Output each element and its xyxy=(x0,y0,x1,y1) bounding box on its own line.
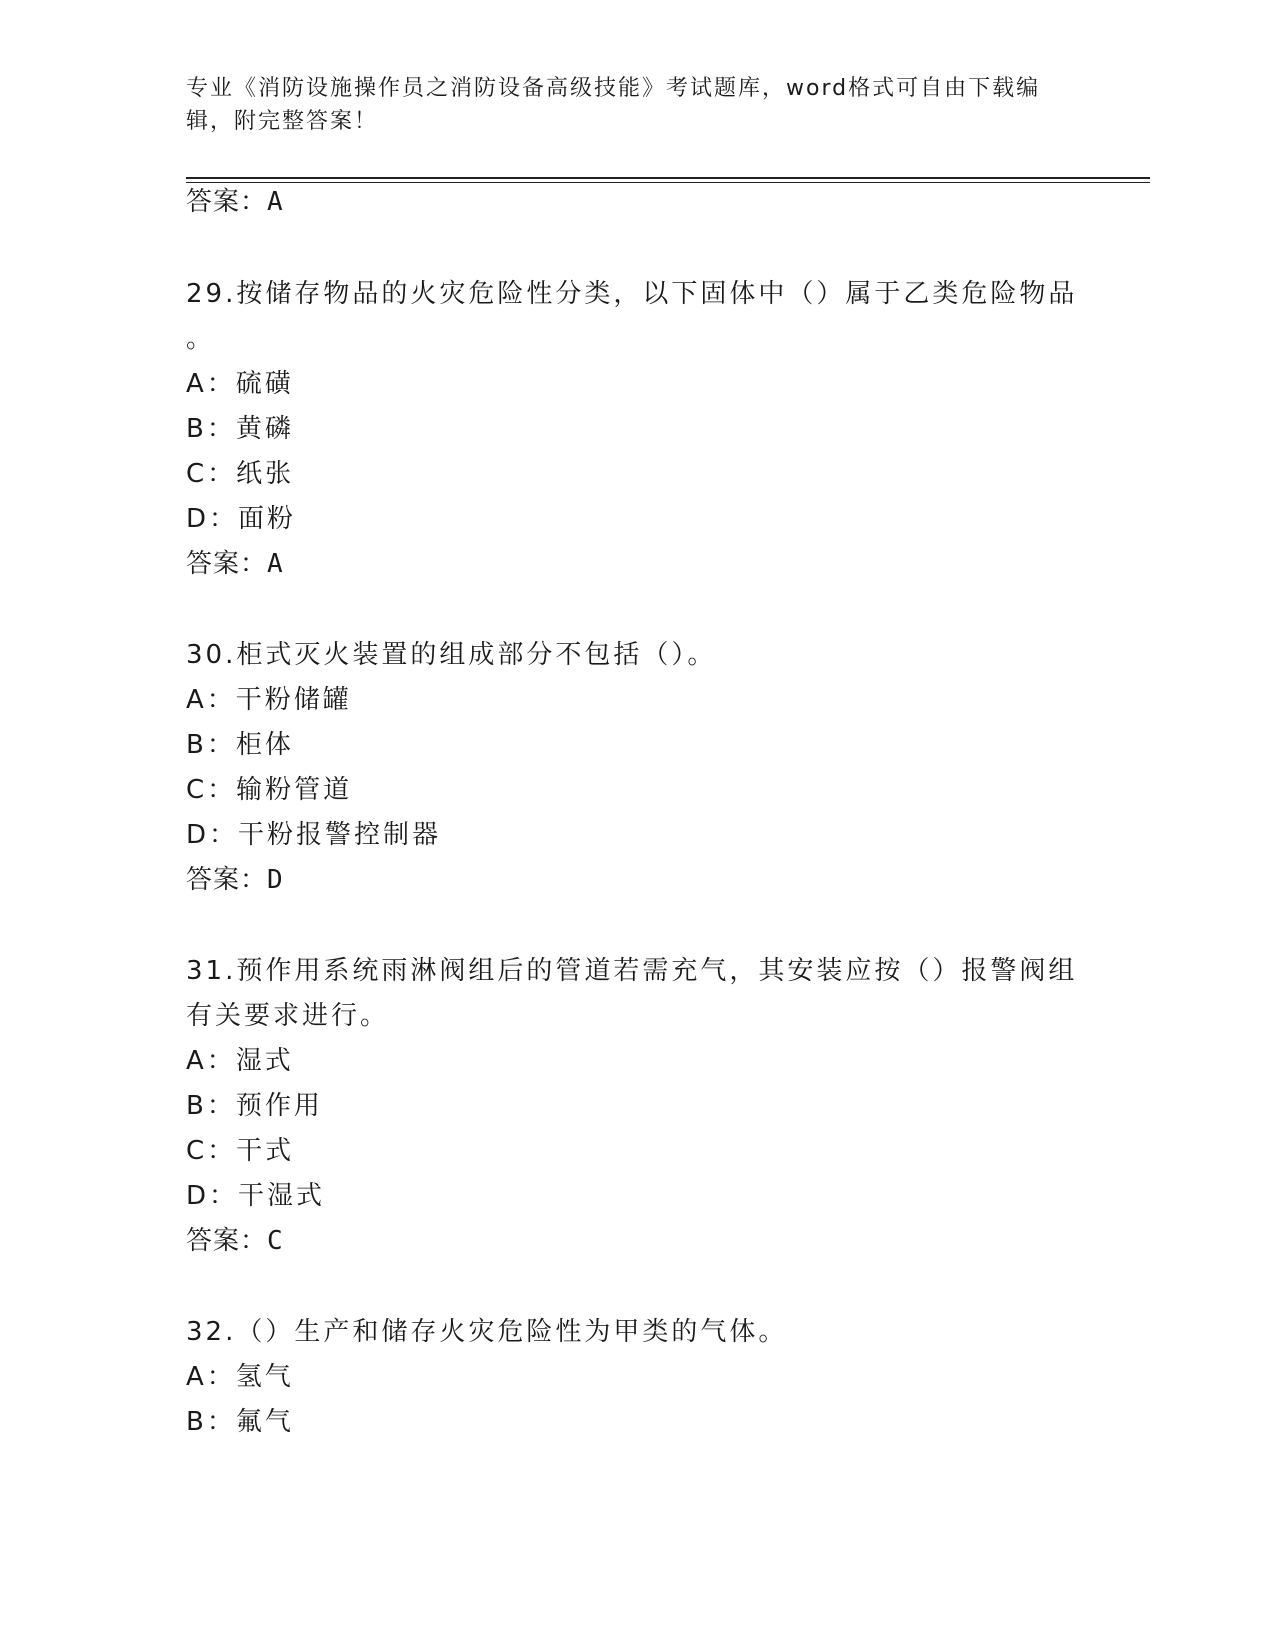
answer-label: 答案： xyxy=(186,865,268,895)
answer-value: A xyxy=(267,549,284,579)
answer-line xyxy=(186,862,284,898)
answer-value: C xyxy=(267,1226,284,1256)
question-stem: 31.预作用系统雨淋阀组后的管道若需充气，其安装应按（）报警阀组 xyxy=(186,956,1078,986)
option-d: D：干湿式 xyxy=(186,1181,326,1211)
option-a: A：氢气 xyxy=(186,1362,294,1392)
option-a: A：干粉储罐 xyxy=(186,685,352,715)
question-stem: 29.按储存物品的火灾危险性分类，以下固体中（）属于乙类危险物品 xyxy=(186,279,1078,309)
answer-line xyxy=(186,1223,284,1259)
option-d: D：干粉报警控制器 xyxy=(186,820,442,850)
answer-line xyxy=(186,184,284,220)
question-stem: 30.柜式灭火装置的组成部分不包括（）。 xyxy=(186,640,717,670)
answer-value: D xyxy=(267,865,284,895)
option-b: B：黄磷 xyxy=(186,414,294,444)
answer-label: 答案： xyxy=(186,1226,268,1256)
option-c: C：输粉管道 xyxy=(186,775,353,805)
option-a: A：湿式 xyxy=(186,1046,294,1076)
question-stem-continued: 有关要求进行。 xyxy=(186,1001,390,1031)
option-b: B：预作用 xyxy=(186,1091,323,1121)
option-d: D：面粉 xyxy=(186,504,297,534)
answer-line xyxy=(186,546,284,582)
option-b: B：氟气 xyxy=(186,1407,294,1437)
question-stem-continued: 。 xyxy=(186,324,216,354)
answer-label: 答案： xyxy=(186,187,268,217)
option-b: B：柜体 xyxy=(186,730,294,760)
option-a: A：硫磺 xyxy=(186,369,294,399)
question-stem: 32.（）生产和储存火灾危险性为甲类的气体。 xyxy=(186,1317,788,1347)
option-c: C：干式 xyxy=(186,1136,295,1166)
answer-label: 答案： xyxy=(186,549,268,579)
option-c: C：纸张 xyxy=(186,459,295,489)
header-divider xyxy=(186,177,1150,183)
document-header: 专业《消防设施操作员之消防设备高级技能》考试题库，word格式可自由下载编辑，附完整答案！ xyxy=(186,76,1041,134)
answer-value: A xyxy=(267,187,284,217)
